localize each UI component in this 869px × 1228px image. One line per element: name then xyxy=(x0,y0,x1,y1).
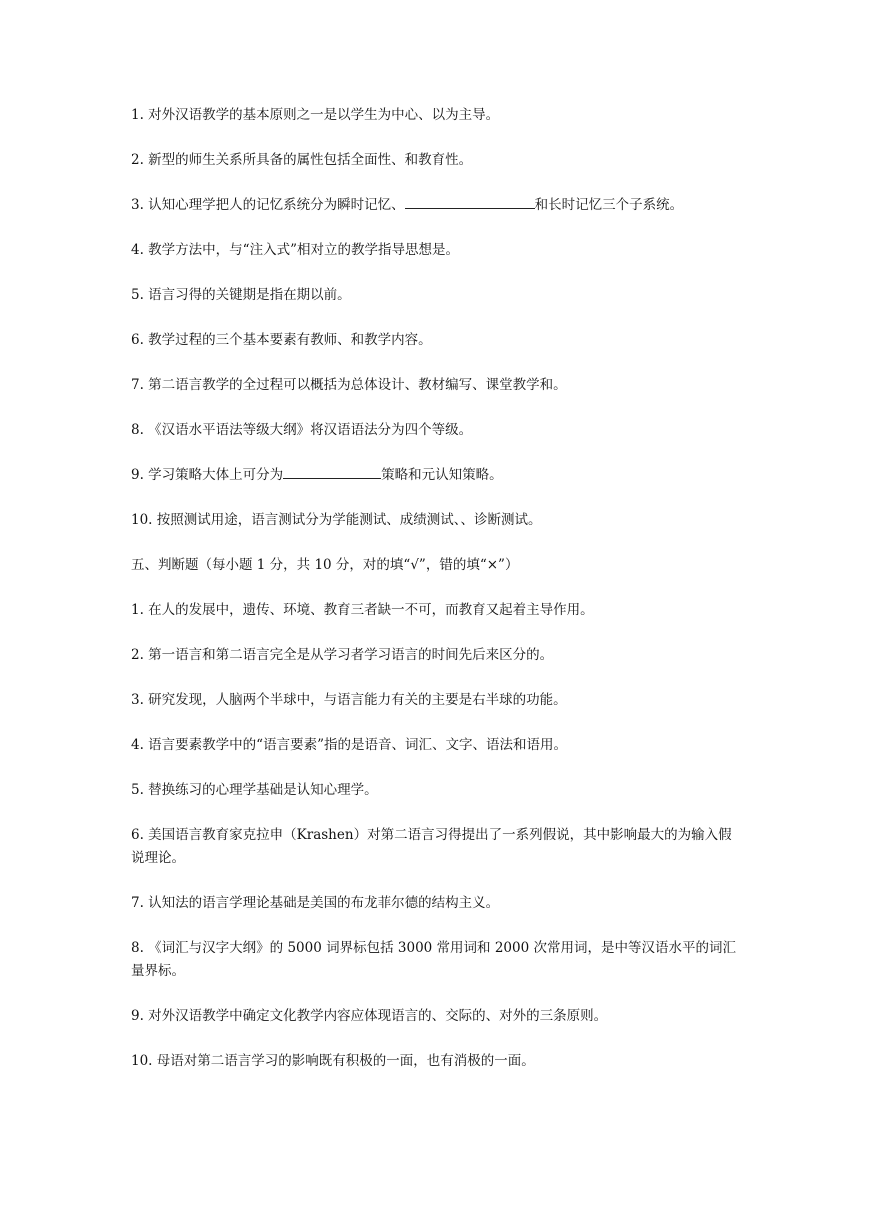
fill-blank-question-4: 4. 教学方法中，与“注入式”相对立的教学指导思想是。 xyxy=(131,242,459,258)
judgment-question-5: 5. 替换练习的心理学基础是认知心理学。 xyxy=(131,782,378,798)
answer-blank-underline xyxy=(405,194,535,209)
answer-blank-underline xyxy=(283,464,381,479)
judgment-question-8: 8. 《词汇与汉字大纲》的 5000 词界标包括 3000 常用词和 2000 次常用词，是中等汉语水平的词汇量界标。 xyxy=(131,940,736,979)
judgment-question-10: 10. 母语对第二语言学习的影响既有积极的一面，也有消极的一面。 xyxy=(131,1053,535,1069)
fill-blank-question-2: 2. 新型的师生关系所具备的属性包括全面性、和教育性。 xyxy=(131,152,473,168)
fill-blank-question-8: 8. 《汉语水平语法等级大纲》将汉语语法分为四个等级。 xyxy=(131,422,473,438)
fill-blank-question-5: 5. 语言习得的关键期是指在期以前。 xyxy=(131,287,351,303)
judgment-question-3: 3. 研究发现，人脑两个半球中，与语言能力有关的主要是右半球的功能。 xyxy=(131,692,567,708)
judgment-question-4: 4. 语言要素教学中的“语言要素”指的是语音、词汇、文字、语法和语用。 xyxy=(131,737,567,753)
judgment-question-9: 9. 对外汉语教学中确定文化教学内容应体现语言的、交际的、对外的三条原则。 xyxy=(131,1008,608,1024)
fill-blank-question-9 xyxy=(131,464,741,487)
judgment-question-2: 2. 第一语言和第二语言完全是从学习者学习语言的时间先后来区分的。 xyxy=(131,647,554,663)
judgment-question-1: 1. 在人的发展中，遗传、环境、教育三者缺一不可，而教育又起着主导作用。 xyxy=(131,602,594,618)
fill-blank-question-6: 6. 教学过程的三个基本要素有教师、和教学内容。 xyxy=(131,332,432,348)
question-9-text-before: 9. 学习策略大体上可分为 xyxy=(131,467,284,483)
fill-blank-question-3 xyxy=(131,194,741,217)
fill-blank-question-1: 1. 对外汉语教学的基本原则之一是以学生为中心、以为主导。 xyxy=(131,107,500,123)
fill-blank-question-10: 10. 按照测试用途，语言测试分为学能测试、成绩测试、、诊断测试。 xyxy=(131,512,542,528)
question-9-text-after: 策略和元认知策略。 xyxy=(381,467,503,483)
document-body xyxy=(131,104,741,1095)
judgment-question-7: 7. 认知法的语言学理论基础是美国的布龙菲尔德的结构主义。 xyxy=(131,895,500,911)
judgment-section-heading: 五、判断题（每小题 1 分，共 10 分，对的填“√”，错的填“×”） xyxy=(131,557,519,573)
judgment-question-6: 6. 美国语言教育家克拉申（Krashen）对第二语言习得提出了一系列假说，其中影响最大的为输入假说理论。 xyxy=(131,827,732,866)
question-3-text-before: 3. 认知心理学把人的记忆系统分为瞬时记忆、 xyxy=(131,197,405,213)
fill-blank-question-7: 7. 第二语言教学的全过程可以概括为总体设计、教材编写、课堂教学和。 xyxy=(131,377,567,393)
question-3-text-after: 和长时记忆三个子系统。 xyxy=(534,197,684,213)
